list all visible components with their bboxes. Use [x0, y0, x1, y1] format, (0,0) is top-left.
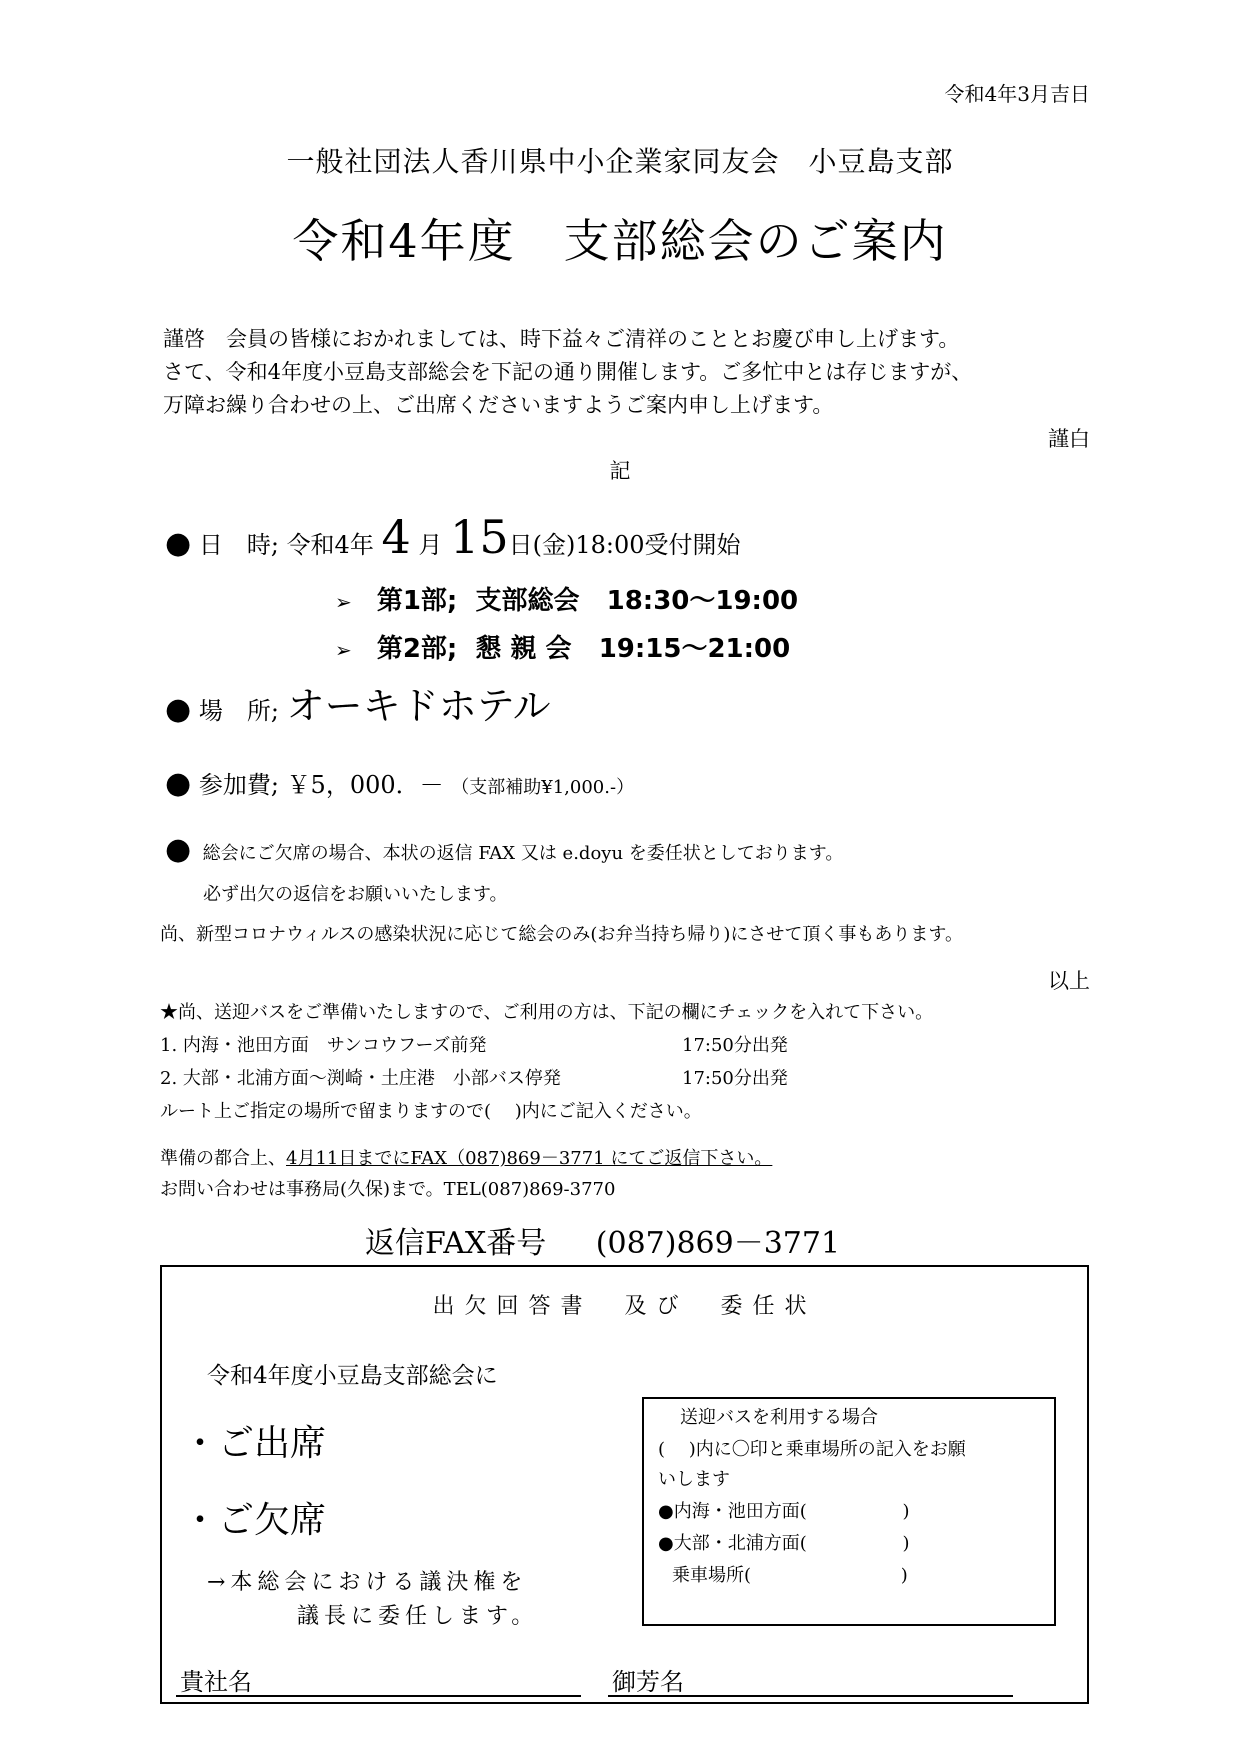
arrow-bullet-icon: ➢	[335, 590, 352, 614]
closing-kinpaku: 謹白	[1048, 427, 1090, 451]
bullet-icon: ●	[165, 692, 192, 727]
bus-route-2-time: 17:50分出発	[682, 1068, 788, 1089]
venue-label: 場 所;	[198, 697, 279, 725]
part-time: 18:30～19:00	[606, 586, 799, 616]
deadline-line	[160, 1144, 772, 1170]
bus-box-title: 送迎バスを利用する場合	[680, 1407, 878, 1428]
part-label: 第2部;	[376, 634, 458, 664]
datetime-month: 4	[381, 510, 411, 564]
bullet-icon: ●	[165, 526, 192, 561]
form-heading: 出欠回答書 及び 委任状	[432, 1294, 817, 1319]
datetime-row	[165, 510, 741, 564]
attend-option[interactable]: ・ご出席	[182, 1423, 327, 1464]
company-field[interactable]	[176, 1695, 581, 1697]
intro-line-2: さて、令和4年度小豆島支部総会を下記の通り開催します。ご多忙中とは存じますが、	[163, 360, 973, 384]
contact-line: お問い合わせは事務局(久保)まで。TEL(087)869-3770	[160, 1179, 616, 1200]
name-label: 御芳名	[612, 1668, 684, 1696]
fee-amount: ￥5，000．－	[286, 771, 444, 799]
reply-fax-heading	[365, 1218, 840, 1262]
organization-name: 一般社団法人香川県中小企業家同友会 小豆島支部	[286, 145, 954, 178]
datetime-day: 15	[450, 510, 509, 564]
datetime-era: 令和4年	[286, 531, 374, 559]
bus-route-note: ルート上ご指定の場所で留まりますので( )内にご記入ください。	[160, 1101, 702, 1122]
note-absence: 総会にご欠席の場合、本状の返信 FAX 又は e.doyu を委任状としております。	[202, 843, 844, 864]
issue-date: 令和4年3月吉日	[944, 82, 1090, 106]
part-2	[335, 628, 790, 665]
note-reply: 必ず出欠の返信をお願いいたします。	[203, 884, 508, 905]
bus-box-option-2[interactable]: ●大部・北浦方面( )	[658, 1533, 910, 1554]
bullet-icon: ●	[165, 832, 192, 867]
bus-route-2: 2. 大部・北浦方面～渕崎・土庄港 小部バス停発	[160, 1068, 561, 1089]
deadline-prefix: 準備の都合上、	[160, 1148, 286, 1169]
closing-ijou: 以上	[1048, 969, 1090, 993]
bus-intro: ★尚、送迎バスをご準備いたしますので、ご利用の方は、下記の欄にチェックを入れて下さい。	[160, 1002, 934, 1023]
datetime-day-unit: 日	[508, 531, 533, 559]
company-label: 貴社名	[180, 1668, 252, 1696]
intro-line-3: 万障お繰り合わせの上、ご出席くださいますようご案内申し上げます。	[163, 393, 834, 417]
bus-box-pickup[interactable]: 乗車場所( )	[672, 1565, 908, 1586]
bus-request-box	[642, 1397, 1056, 1626]
reply-form	[160, 1265, 1089, 1704]
page-title: 令和4年度 支部総会のご案内	[292, 214, 948, 268]
form-subject: 令和4年度小豆島支部総会に	[207, 1363, 498, 1389]
datetime-weekday: (金)	[532, 531, 576, 559]
fee-row	[165, 765, 634, 801]
bus-box-instruction-1: ( )内に〇印と乗車場所の記入をお願	[658, 1439, 966, 1460]
note-row	[165, 832, 843, 867]
datetime-month-unit: 月	[418, 531, 443, 559]
fee-label: 参加費;	[198, 771, 279, 799]
part-name: 支部総会	[475, 586, 580, 616]
fax-label: 返信FAX番号	[365, 1226, 547, 1261]
note-covid: 尚、新型コロナウィルスの感染状況に応じて総会のみ(お弁当持ち帰り)にさせて頂く事もあります。	[160, 924, 963, 945]
proxy-line-1: →本総会における議決権を	[207, 1570, 528, 1595]
fax-number: (087)869－3771	[595, 1226, 841, 1261]
bus-route-1-time: 17:50分出発	[682, 1035, 788, 1056]
part-label: 第1部;	[376, 586, 458, 616]
part-1	[335, 580, 798, 617]
fee-note: （支部補助¥1,000.-）	[451, 777, 635, 798]
venue-row	[165, 675, 551, 730]
part-time: 19:15～21:00	[598, 634, 791, 664]
intro-line-1: 謹啓 会員の皆様におかれましては、時下益々ご清祥のこととお慶び申し上げます。	[163, 327, 960, 351]
venue-name: オーキドホテル	[286, 684, 551, 728]
datetime-label: 日 時;	[198, 531, 279, 559]
part-name: 懇 親 会	[475, 634, 572, 664]
deadline-text: 4月11日までにFAX（087)869－3771 にてご返信下さい。	[286, 1148, 773, 1169]
bus-route-1: 1. 内海・池田方面 サンコウフーズ前発	[160, 1035, 487, 1056]
arrow-bullet-icon: ➢	[335, 638, 352, 662]
absent-option[interactable]: ・ご欠席	[182, 1500, 327, 1541]
ki-heading: 記	[609, 459, 631, 483]
proxy-line-2: 議長に委任します。	[297, 1604, 539, 1629]
datetime-reception: 18:00受付開始	[575, 531, 741, 559]
name-field[interactable]	[608, 1695, 1013, 1697]
bus-box-instruction-2: いします	[658, 1469, 730, 1490]
bus-box-option-1[interactable]: ●内海・池田方面( )	[658, 1501, 910, 1522]
bullet-icon: ●	[165, 766, 192, 801]
